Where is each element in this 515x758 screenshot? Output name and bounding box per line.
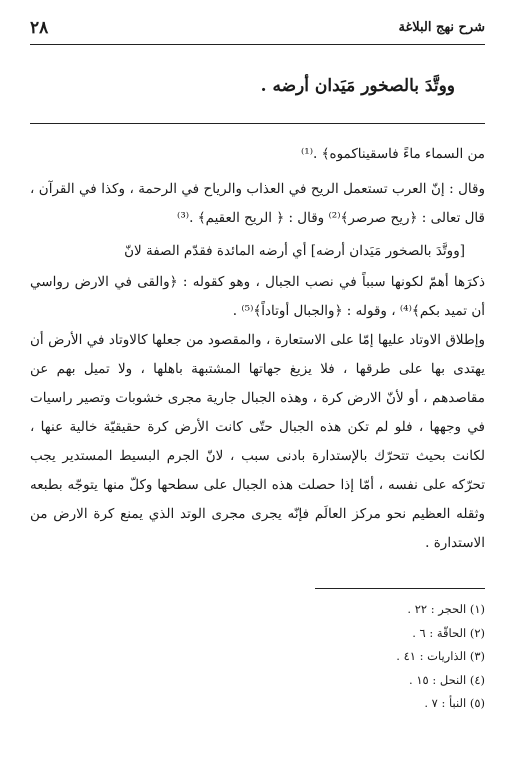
footnote-3: (٣) الذاريات : ٤١ .: [396, 649, 485, 663]
commentary-paragraph-2: وقال : إنّ العرب تستعمل الريح في العذاب والرياح في الرحمة ، وكذا في القرآن ، قال تعالى : ﴿ريح صرصر﴾⁽²⁾ وقال : ﴿ الريح العقيم﴾ .⁽³⁾: [30, 181, 486, 226]
footnote-1: (١) الحجر : ٢٢ .: [407, 602, 485, 616]
footnotes: [200, 598, 485, 716]
commentary-paragraph-1: من السماء ماءً فاسقيناكموه﴾ .⁽¹⁾: [300, 146, 485, 162]
page-header: [30, 18, 485, 45]
main-text-line: ووتَّدَ بالصخور مَيَدان أرضه .: [260, 76, 455, 96]
commentary-paragraph-3: [ووتَّدَ بالصخور مَيَدان أرضه] أي أرضه المائدة فقدّم الصفة لانّ: [124, 243, 465, 259]
commentary-block: [30, 140, 485, 558]
running-title: شرح نهج البلاغة: [398, 20, 485, 35]
page-number: ٢٨: [30, 18, 49, 38]
footnote-2: (٢) الحاقّة : ٦ .: [412, 625, 485, 640]
footnote-divider: [315, 588, 485, 589]
section-divider: [30, 123, 485, 124]
commentary-paragraph-4: ذكرَها أهمّ لكونها سبباً في نصب الجبال ، وهو كقوله : ﴿والقى في الارض رواسي أن تميد بكم﴾⁽⁴⁾ ، وقوله : ﴿والجبال أوتاداً﴾⁽⁵⁾ .: [30, 274, 485, 319]
footnote-4: (٤) النحل : ١٥ .: [409, 672, 485, 687]
footnote-5: (٥) النبأ : ٧ .: [424, 696, 485, 710]
commentary-paragraph-5: وإطلاق الاوتاد عليها إمّا على الاستعارة ، والمقصود من جعلها كالاوتاد في الأرض أن يهتدى بها على طرقها ، فلا يزيغ جهاتها المشتبهة باهلها ، ولا تميل بهم عن مقاصدهم ، أو لأنّ الارض كرة ، وهذه الجبال جارية مجرى خشوبات وتصير راسيات في وجهها ، فلو لم تكن هذه الجبال حتّى كانت الأرض كرة حقيقيّة خالية عنها ، لكانت بحيث تتحرّك بالإستدارة بادنى سبب ، لانّ الجرم البسيط المستدير يجب تحرّكه على نفسه ، أمّا إذا حصلت هذه الجبال على سطحها وكلّ منها يتوجّه بطبعه وثقله العظيم نحو مركز العالَم فإنّه يجرى مجرى الوتد الذي يمنع كرة الارض من الاستدارة .: [30, 332, 485, 551]
